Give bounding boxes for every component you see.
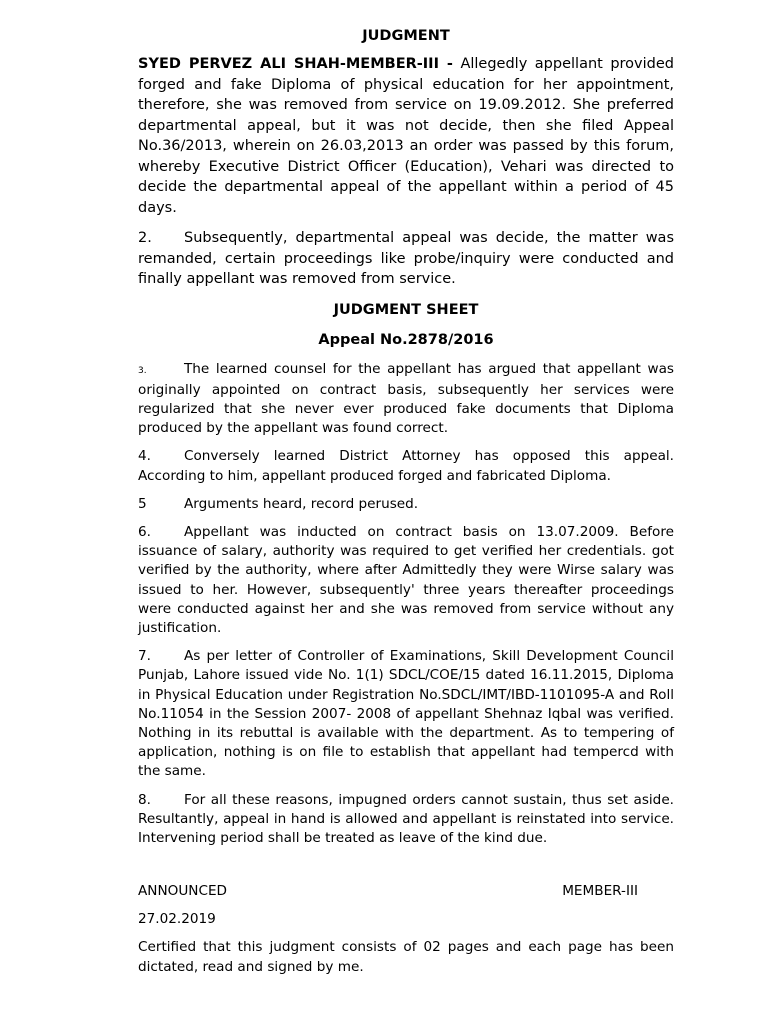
paragraph-text: The learned counsel for the appellant has argued that appellant was originally appointed on contract basis, subsequently her services were regularized that she never ever produced fake documents that Diploma produced by the appellant was found correct. bbox=[138, 360, 674, 437]
intro-text: Allegedly appellant provided forged and fake Diploma of physical education for her appointment, therefore, she was removed from service on 19.09.2012. She preferred departmental appeal, but it was not decide, then she filed Appeal No.36/2013, wherein on 26.03,2013 an order was passed by this forum, whereby Executive District Officer (Education), Vehari was directed to decide the departmental appeal of the appellant within a period of 45 days. bbox=[138, 56, 674, 216]
paragraph-number: 5 bbox=[138, 495, 147, 512]
paragraph-6 bbox=[138, 523, 674, 638]
member-name: SYED PERVEZ ALI SHAH-MEMBER-III - bbox=[138, 56, 453, 72]
paragraph-4 bbox=[138, 447, 674, 485]
signature-row bbox=[138, 882, 674, 901]
document-page bbox=[138, 26, 674, 977]
paragraph-number: 3. bbox=[138, 365, 147, 376]
paragraph-number: 6. bbox=[138, 523, 151, 540]
paragraph-number: 8. bbox=[138, 791, 151, 808]
announcement-date: 27.02.2019 bbox=[138, 911, 216, 928]
announced-label: ANNOUNCED bbox=[138, 883, 228, 900]
appeal-number-title: Appeal No.2878/2016 bbox=[318, 331, 494, 348]
paragraph-3 bbox=[138, 360, 674, 439]
paragraph-7 bbox=[138, 647, 674, 781]
intro-paragraph bbox=[138, 54, 674, 218]
paragraph-2 bbox=[138, 228, 674, 290]
paragraph-text: Appellant was inducted on contract basis on 13.07.2009. Before issuance of salary, authority was required to get verified her credentials. got verified by the authority, where after Admittedly they were Wirse salary was issued to her. However, subsequently' three years thereafter proceedings were conducted against her and she was removed from service without any justification. bbox=[138, 523, 674, 636]
judgment-title: JUDGMENT bbox=[362, 28, 450, 44]
paragraph-5 bbox=[138, 495, 674, 514]
paragraph-text: Conversely learned District Attorney has opposed this appeal. According to him, appellant produced forged and fabricated Diploma. bbox=[138, 448, 674, 484]
member-label: MEMBER-III bbox=[562, 883, 638, 900]
certification-note: Certified that this judgment consists of 02 pages and each page has been dictated, read and signed by me. bbox=[138, 939, 674, 975]
judgment-sheet-title: JUDGMENT SHEET bbox=[333, 301, 479, 318]
paragraph-number: 4. bbox=[138, 448, 151, 465]
paragraph-text: Arguments heard, record perused. bbox=[184, 495, 419, 512]
paragraph-text: As per letter of Controller of Examinations, Skill Development Council Punjab, Lahore issued vide No. 1(1) SDCL/COE/15 dated 16.11.2015, Diploma in Physical Education under Registration No.SDCL/IMT/IBD-1101095-A and Roll No.11054 in the Session 2007- 2008 of appellant Shehnaz Iqbal was verified. Nothing in its rebuttal is available with the department. As to tempering of application, nothing is on file to establish that appellant had tempercd with the same. bbox=[138, 648, 674, 780]
paragraph-number: 2. bbox=[138, 230, 152, 246]
paragraph-number: 7. bbox=[138, 648, 151, 665]
paragraph-text: Subsequently, departmental appeal was decide, the matter was remanded, certain proceedings like probe/inquiry were conducted and finally appellant was removed from service. bbox=[138, 230, 674, 287]
paragraph-text: For all these reasons, impugned orders cannot sustain, thus set aside. Resultantly, appeal in hand is allowed and appellant is reinstated into service. Intervening period shall be treated as leave of the kind due. bbox=[138, 791, 674, 846]
paragraph-8 bbox=[138, 791, 674, 849]
